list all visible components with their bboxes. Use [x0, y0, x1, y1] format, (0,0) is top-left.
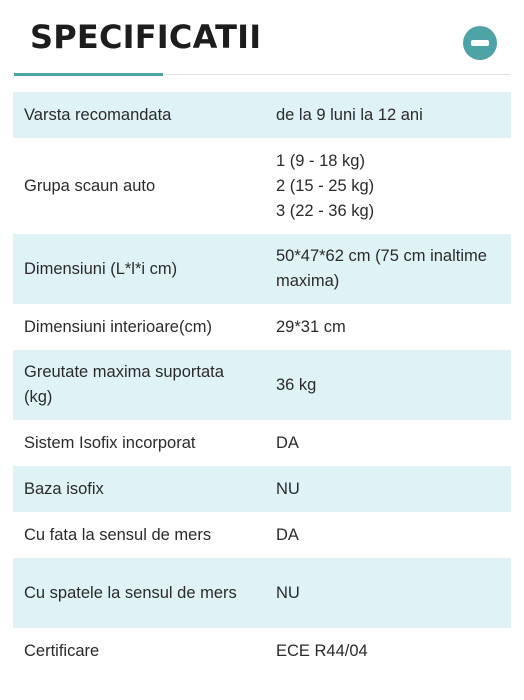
spec-row-certification — [13, 628, 511, 674]
spec-row-isofix-base — [13, 466, 511, 512]
spec-value: DA — [276, 525, 299, 544]
spec-row-dimensions — [13, 234, 511, 304]
spec-row-rear-facing — [13, 558, 511, 628]
spec-label: Cu spatele la sensul de mers — [13, 558, 266, 628]
active-tab-underline — [14, 73, 163, 76]
section-title: SPECIFICATII — [30, 18, 262, 56]
collapse-button[interactable] — [463, 26, 497, 60]
spec-value: ECE R44/04 — [276, 641, 368, 660]
spec-label: Grupa scaun auto — [24, 176, 156, 195]
spec-value: 50*47*62 cm (75 cm inaltime maxima) — [266, 234, 511, 304]
spec-value: 36 kg — [266, 350, 511, 420]
spec-label: Dimensiuni (L*l*i cm) — [13, 234, 266, 304]
spec-value: DA — [276, 433, 299, 452]
spec-value: 1 (9 - 18 kg) 2 (15 - 25 kg) 3 (22 - 36 kg) — [276, 151, 375, 220]
spec-value: NU — [266, 558, 511, 628]
spec-row-isofix-incorporated — [13, 420, 511, 466]
specifications-header — [0, 0, 524, 76]
spec-row-interior-dimensions — [13, 304, 511, 350]
spec-label: Baza isofix — [13, 466, 266, 512]
spec-label: Cu fata la sensul de mers — [24, 525, 212, 544]
spec-value: de la 9 luni la 12 ani — [266, 92, 511, 138]
spec-row-max-weight — [13, 350, 511, 420]
specifications-table — [13, 92, 511, 674]
spec-label: Certificare — [24, 641, 100, 660]
spec-label: Dimensiuni interioare(cm) — [24, 317, 212, 336]
spec-label: Varsta recomandata — [13, 92, 266, 138]
spec-label: Greutate maxima suportata (kg) — [13, 350, 266, 420]
minus-icon — [471, 40, 489, 46]
spec-row-car-seat-group — [13, 138, 511, 234]
spec-row-recommended-age — [13, 92, 511, 138]
spec-value: NU — [266, 466, 511, 512]
spec-label: Sistem Isofix incorporat — [24, 433, 196, 452]
spec-value: 29*31 cm — [276, 317, 346, 336]
spec-row-forward-facing — [13, 512, 511, 558]
